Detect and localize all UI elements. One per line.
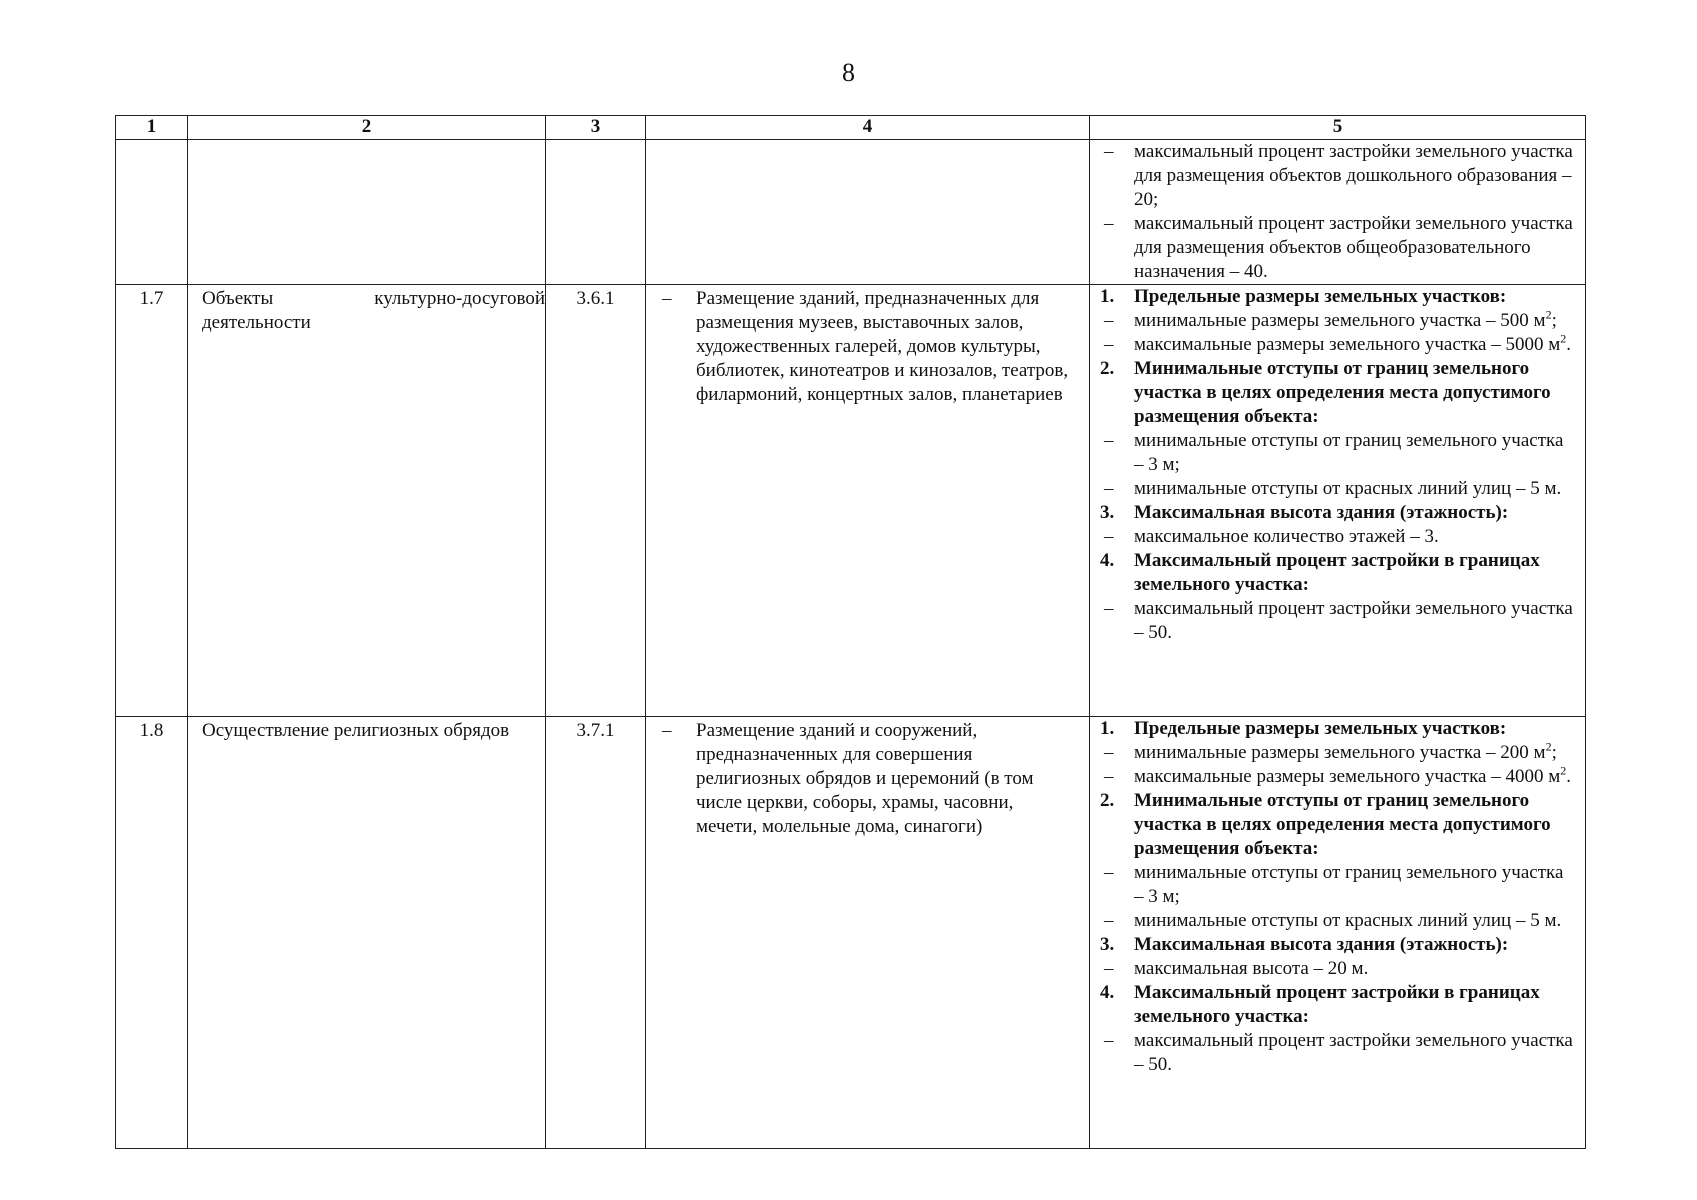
param-heading: Максимальный процент застройки в границах земельного участка:: [1134, 550, 1540, 595]
header-row: [116, 116, 1586, 140]
dash-marker: –: [662, 288, 672, 309]
param-text: минимальные отступы от красных линий улиц – 5 м.: [1134, 910, 1562, 931]
row-params: [1090, 285, 1586, 717]
cell-empty: [116, 140, 188, 285]
continuation-row: [116, 140, 1586, 285]
list-number: 4.: [1100, 550, 1115, 571]
param-text: минимальные размеры земельного участка – 500 $м^2$;: [1134, 307, 1557, 331]
zoning-table: [115, 115, 1586, 1149]
dash-marker: –: [1104, 310, 1114, 331]
param-heading: Минимальные отступы от границ земельного участка в целях определения места допустимого размещения объекта:: [1134, 790, 1551, 859]
row-name: Осуществление религиозных обрядов: [188, 717, 546, 1149]
row-description: [646, 285, 1090, 717]
description-text: Размещение зданий, предназначенных для размещения музеев, выставочных залов, художественных галерей, домов культуры, библиотек, кинотеатров и кинозалов, театров, филармоний, концертных залов, планетариев: [696, 288, 1069, 405]
table-row: [116, 717, 1586, 1149]
row-code: 3.7.1: [546, 717, 646, 1149]
row-number: 1.8: [116, 717, 188, 1149]
param-text: минимальные размеры земельного участка – 200 $м^2$;: [1134, 739, 1557, 763]
param-line: [1100, 140, 1577, 212]
row-description: [646, 717, 1090, 1149]
dash-marker: –: [1104, 334, 1114, 355]
param-text: минимальные отступы от границ земельного участка – 3 м;: [1134, 862, 1564, 907]
page-number: 8: [842, 58, 855, 87]
param-text: максимальные размеры земельного участка – 5000 $м^2$.: [1134, 331, 1571, 355]
list-number: 1.: [1100, 286, 1115, 307]
dash-marker: –: [662, 720, 672, 741]
dash-marker: –: [1104, 213, 1114, 234]
param-heading: Предельные размеры земельных участков:: [1134, 286, 1507, 307]
list-number: 2.: [1100, 358, 1115, 379]
dash-marker: –: [1104, 526, 1114, 547]
row-name-word: Объекты: [202, 288, 274, 309]
dash-marker: –: [1104, 598, 1114, 619]
param-text: максимальные размеры земельного участка – 4000 $м^2$.: [1134, 763, 1571, 787]
dash-marker: –: [1104, 766, 1114, 787]
header-col-4: 4: [646, 116, 1090, 140]
cell-empty: [546, 140, 646, 285]
row-code: 3.6.1: [546, 285, 646, 717]
cell-empty: [188, 140, 546, 285]
table-row: [116, 285, 1586, 717]
dash-marker: –: [1104, 910, 1114, 931]
dash-marker: –: [1104, 478, 1114, 499]
dash-marker: –: [1104, 958, 1114, 979]
description-text: Размещение зданий и сооружений, предназначенных для совершения религиозных обрядов и церемоний (в том числе церкви, соборы, храмы, часовни, мечети, молельные дома, синагоги): [696, 720, 1034, 837]
dash-marker: –: [1104, 862, 1114, 883]
param-heading: Максимальная высота здания (этажность):: [1134, 934, 1509, 955]
list-number: 4.: [1100, 982, 1115, 1003]
row-params: [1090, 717, 1586, 1149]
param-text: максимальный процент застройки земельного участка – 50.: [1134, 598, 1573, 643]
continuation-params: [1090, 140, 1586, 285]
list-number: 3.: [1100, 502, 1115, 523]
dash-marker: –: [1104, 1030, 1114, 1051]
row-name-rest: деятельности: [202, 312, 311, 333]
param-text: максимальный процент застройки земельного участка для размещения объектов общеобразовательного назначения – 40.: [1134, 213, 1573, 282]
param-text: максимальное количество этажей – 3.: [1134, 526, 1439, 547]
param-heading: Минимальные отступы от границ земельного участка в целях определения места допустимого размещения объекта:: [1134, 358, 1551, 427]
dash-marker: –: [1104, 141, 1114, 162]
list-number: 1.: [1100, 718, 1115, 739]
list-number: 2.: [1100, 790, 1115, 811]
param-text: минимальные отступы от границ земельного участка – 3 м;: [1134, 430, 1564, 475]
param-text: максимальный процент застройки земельного участка для размещения объектов дошкольного образования – 20;: [1134, 141, 1573, 210]
row-number: 1.7: [116, 285, 188, 717]
cell-empty: [646, 140, 1090, 285]
param-text: минимальные отступы от красных линий улиц – 5 м.: [1134, 478, 1562, 499]
param-line: [1100, 212, 1577, 284]
param-text: максимальный процент застройки земельного участка – 50.: [1134, 1030, 1573, 1075]
param-text: максимальная высота – 20 м.: [1134, 958, 1369, 979]
list-number: 3.: [1100, 934, 1115, 955]
header-col-3: 3: [546, 116, 646, 140]
header-col-2: 2: [188, 116, 546, 140]
row-name-word: культурно-досуговой: [374, 288, 545, 309]
row-name: [188, 285, 546, 717]
dash-marker: –: [1104, 742, 1114, 763]
header-col-1: 1: [116, 116, 188, 140]
param-heading: Максимальный процент застройки в границах земельного участка:: [1134, 982, 1540, 1027]
header-col-5: 5: [1090, 116, 1586, 140]
dash-marker: –: [1104, 430, 1114, 451]
param-heading: Максимальная высота здания (этажность):: [1134, 502, 1509, 523]
param-heading: Предельные размеры земельных участков:: [1134, 718, 1507, 739]
